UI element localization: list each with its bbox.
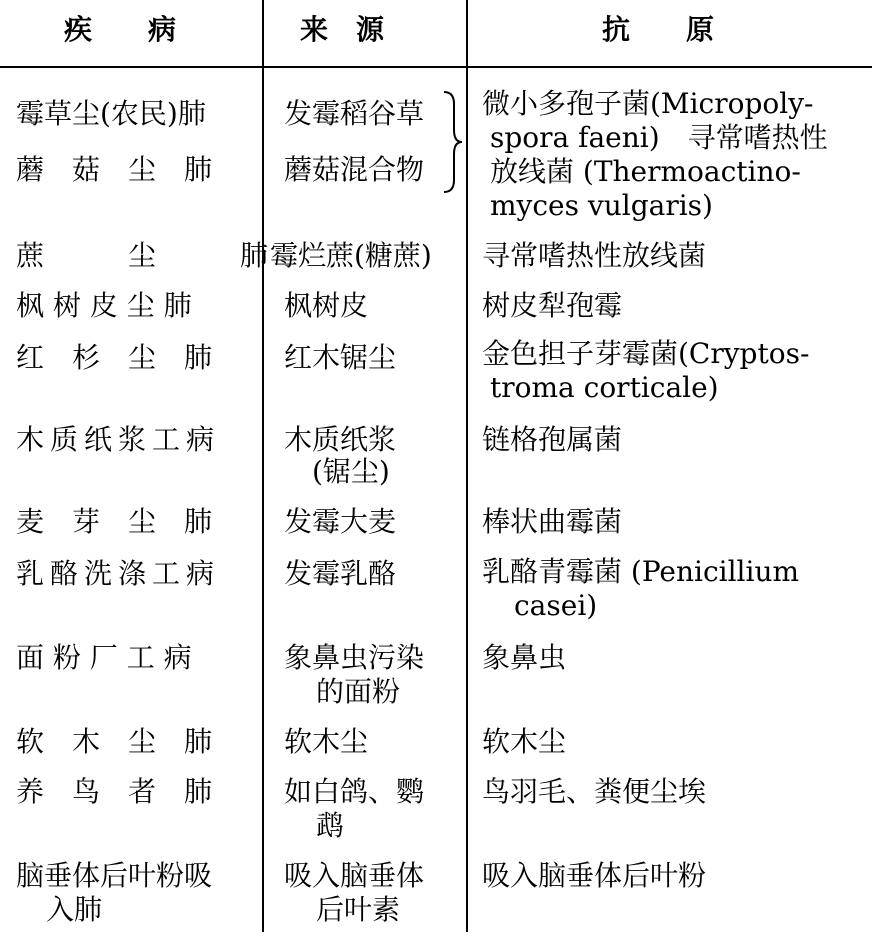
header-antigen: 抗 原 [602,13,715,46]
antigen-cell: myces vulgaris) [490,189,713,222]
antigen-cell: 鸟羽毛、粪便尘埃 [482,775,707,808]
antigen-cell: 寻常嗜热性放线菌 [482,239,707,272]
source-cell: 如白鸽、鹦 [284,775,425,808]
header-rule [0,66,872,68]
disease-cell: 麦 芽 尘 肺 [16,505,213,538]
source-cell: 木质纸浆 [284,423,397,456]
antigen-cell: 乳酪青霉菌 (Penicillium [482,555,800,588]
antigen-cell: 棒状曲霉菌 [482,505,623,538]
disease-cell: 蔗 尘 肺 [16,239,269,272]
disease-cell: 红 杉 尘 肺 [16,341,213,374]
source-cell: 霉烂蔗(糖蔗) [270,239,432,272]
antigen-cell: troma corticale) [490,371,719,404]
source-cell: 软木尘 [284,725,369,758]
disease-cell: 蘑 菇 尘 肺 [16,153,213,186]
antigen-cell: 放线菌 (Thermoactino- [490,155,801,188]
disease-cell: 面 粉 厂 工 病 [16,641,192,674]
antigen-cell: 金色担子芽霉菌(Cryptos- [482,337,810,370]
antigen-cell: 吸入脑垂体后叶粉 [482,859,707,892]
antigen-cell: 象鼻虫 [482,641,567,674]
header-disease: 疾 病 [64,13,177,46]
source-cell: 鹉 [316,809,345,842]
disease-cell: 软 木 尘 肺 [16,725,213,758]
source-cell: 后叶素 [316,893,401,926]
antigen-cell: 微小多孢子菌(Micropoly- [482,87,814,120]
column-divider-right [466,0,468,932]
grouping-brace [440,90,464,194]
source-cell: 的面粉 [316,675,401,708]
antigen-cell: 链格孢属菌 [482,423,623,456]
disease-cell: 养 鸟 者 肺 [16,775,213,808]
source-cell: 吸入脑垂体 [284,859,425,892]
antigen-cell: 软木尘 [482,725,567,758]
header-source: 来 源 [300,13,385,46]
antigen-cell: 树皮犁孢霉 [482,289,623,322]
source-cell: 枫树皮 [284,289,369,322]
disease-cell: 枫 树 皮 尘 肺 [16,289,192,322]
disease-cell: 脑垂体后叶粉吸 [16,859,213,892]
source-cell: 发霉稻谷草 [284,97,425,130]
source-cell: 蘑菇混合物 [284,153,425,186]
antigen-cell: spora faeni) 寻常嗜热性 [490,121,828,154]
source-cell: 发霉大麦 [284,505,397,538]
disease-cell: 霉草尘(农民)肺 [16,97,206,130]
source-cell: 发霉乳酪 [284,557,397,590]
disease-cell: 入肺 [46,893,103,926]
source-cell: 象鼻虫污染 [284,641,425,674]
antigen-cell: casei) [514,589,598,622]
disease-cell: 木质纸浆工病 [16,423,221,456]
disease-cell: 乳酪洗涤工病 [16,557,221,590]
column-divider-left [262,0,264,932]
source-cell: (锯尘) [312,455,390,488]
source-cell: 红木锯尘 [284,341,397,374]
